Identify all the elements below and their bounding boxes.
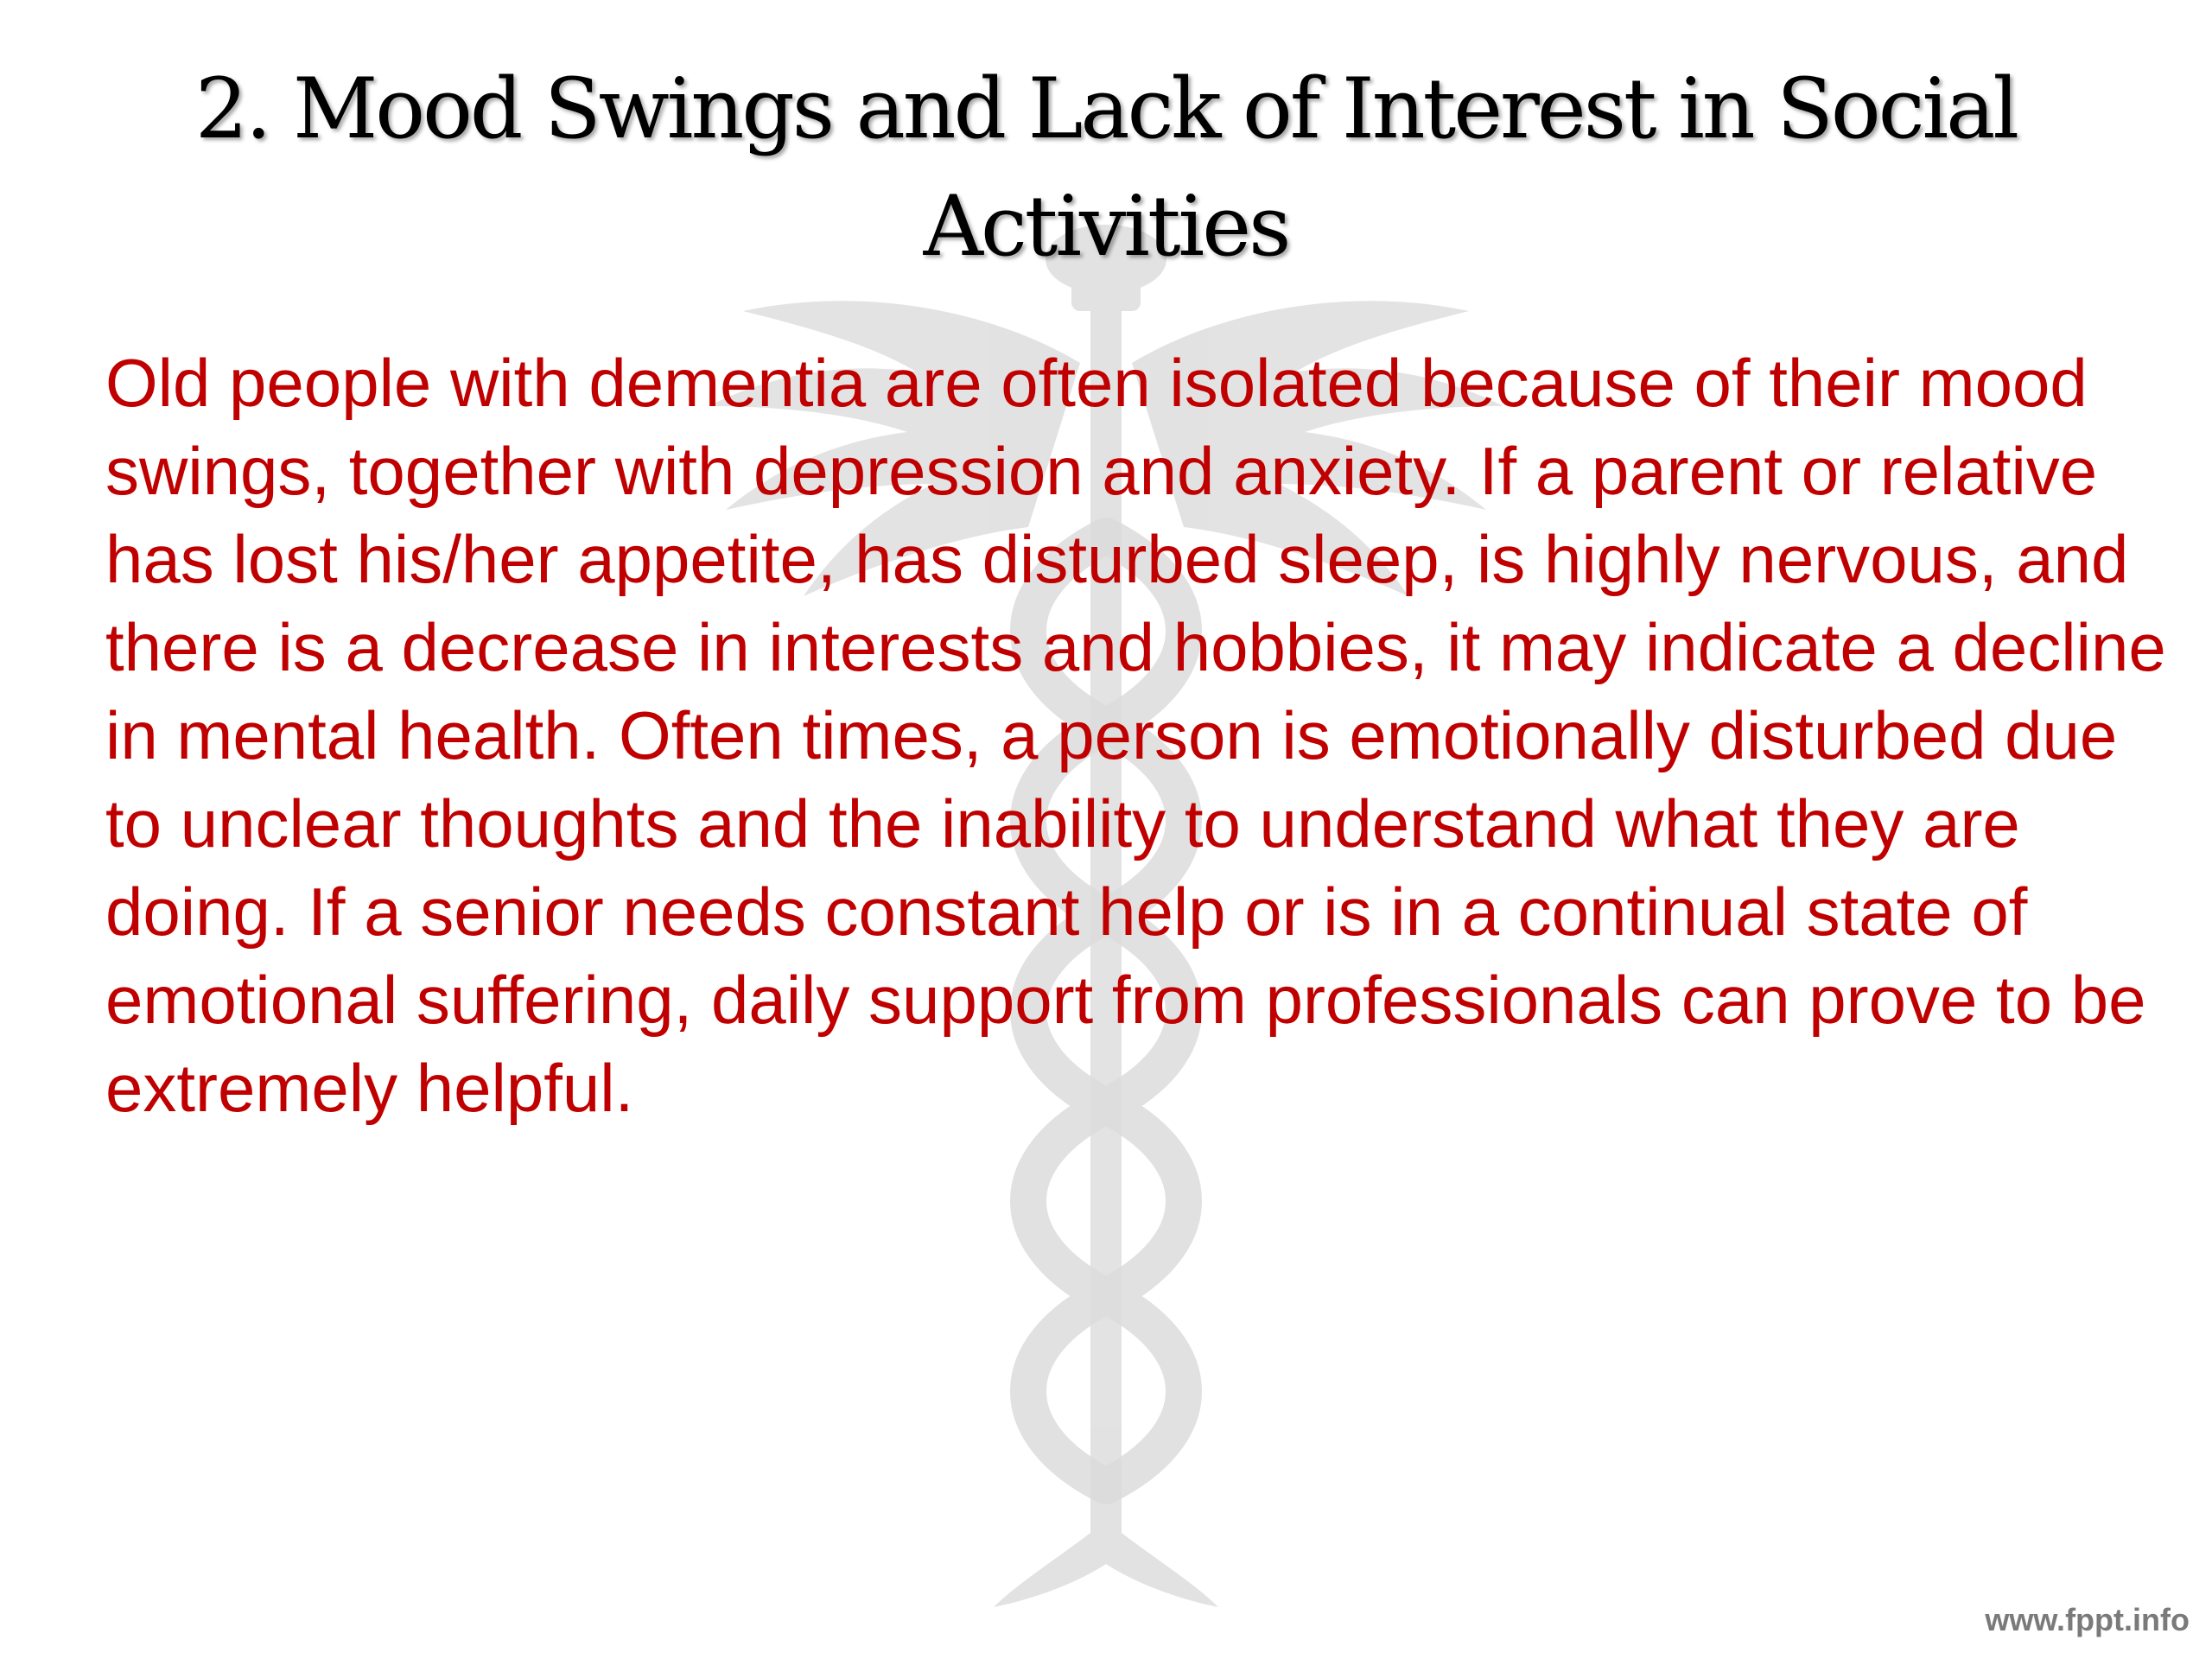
slide-body-text: Old people with dementia are often isolated because of their mood swings, together with depression and anxiety. If a parent or relative has lost his/her appetite, has disturbed sleep, is highly nervous, and there is a decrease in interests and hobbies, it may indicate a decline in mental health. Often times, a person is emotionally disturbed due to unclear thoughts and the inability to understand what they are doing. If a senior needs constant help or is in a continual state of emotional suffering, daily support from professionals can prove to be extremely helpful. (105, 345, 2166, 1126)
footer-url: www.fppt.info (1985, 1602, 2190, 1637)
slide-title: 2. Mood Swings and Lack of Interest in Social Activities (194, 60, 2018, 275)
